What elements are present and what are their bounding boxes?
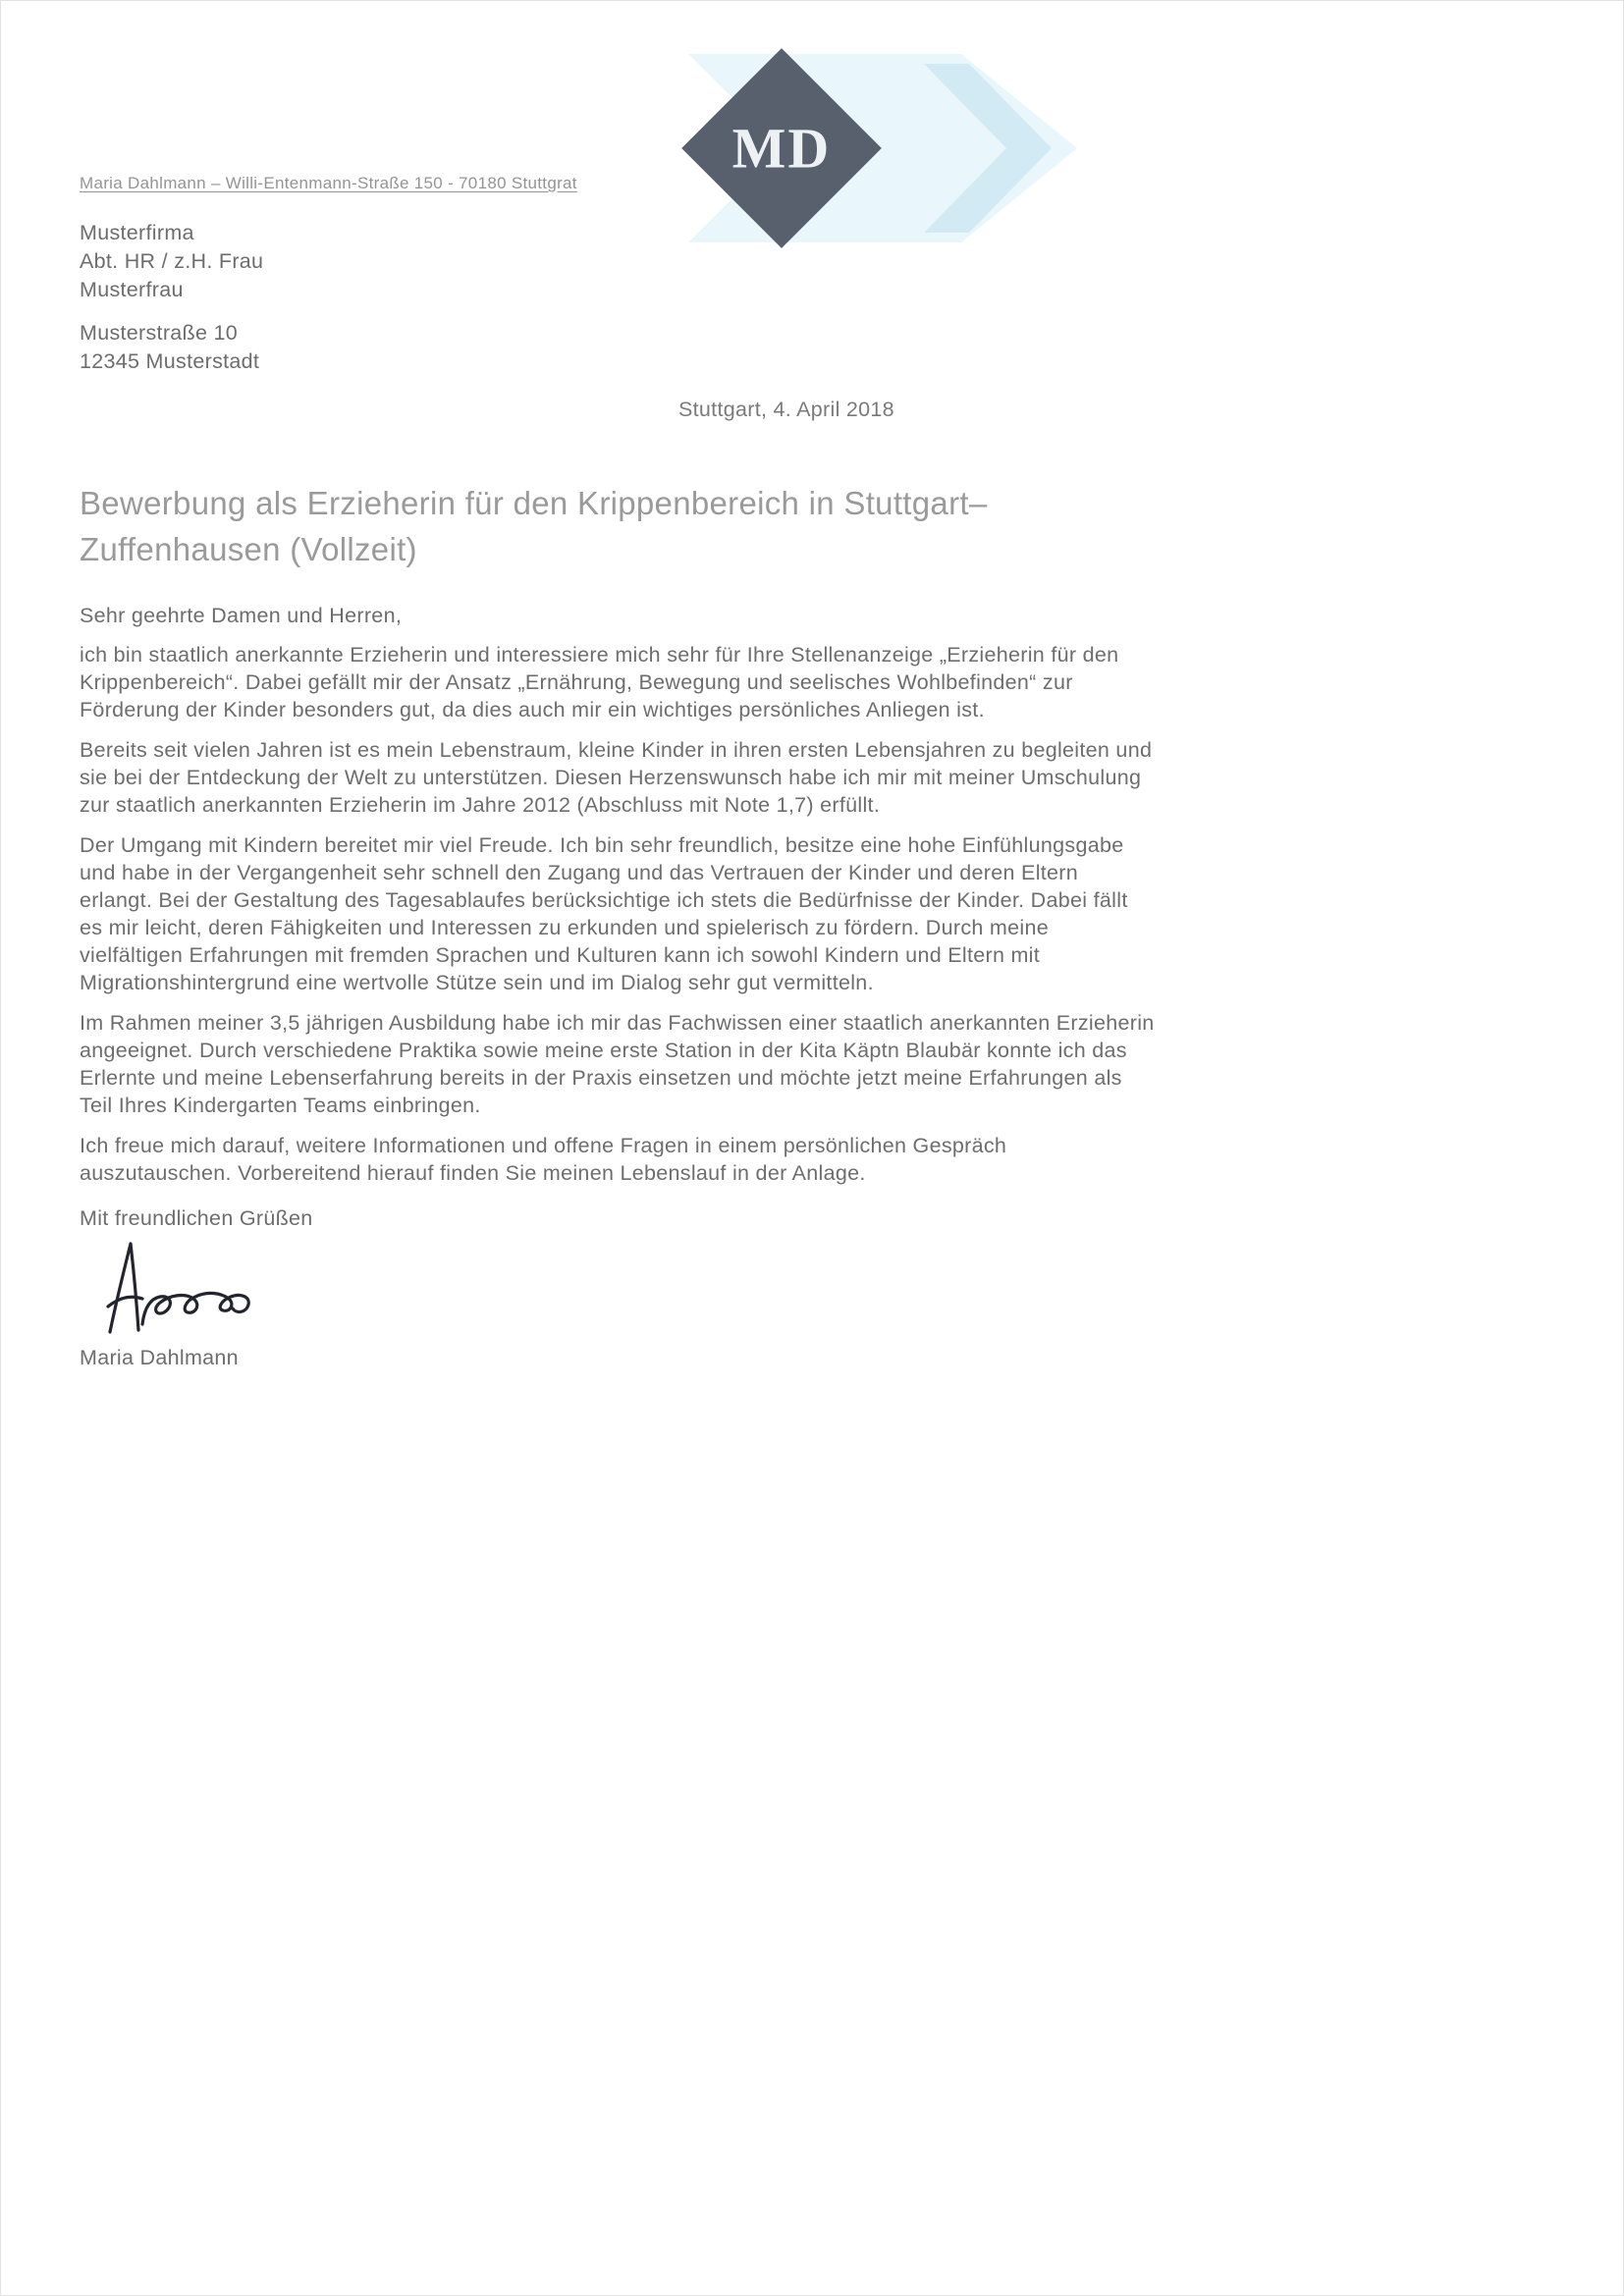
recipient-department: Abt. HR / z.H. Frau — [80, 249, 264, 273]
signature-graphic — [97, 1238, 264, 1338]
company-logo — [629, 38, 1091, 258]
recipient-company: Musterfirma — [80, 221, 194, 244]
signature-image — [97, 1238, 1155, 1338]
closing-phrase: Mit freundlichen Grüßen — [80, 1206, 313, 1230]
logo-graphic — [629, 38, 1091, 258]
body-paragraph-5: Ich freue mich darauf, weitere Informationen und offene Fragen in einem persönlichen Gespräch auszutauschen. Vorbereitend hierauf finden Sie meinen Lebenslauf in der Anlage. — [80, 1134, 1007, 1185]
recipient-address — [80, 219, 263, 376]
salutation: Sehr geehrte Damen und Herren, — [80, 604, 403, 627]
date-line: Stuttgart, 4. April 2018 — [678, 398, 894, 421]
body-paragraph-4: Im Rahmen meiner 3,5 jährigen Ausbildung habe ich mir das Fachwissen einer staatlich anerkannten Erzieherin angeeignet. Durch verschiedene Praktika sowie meine erste Station in der Kita Käptn Blaubär konnte ich das Erlernte und meine Lebenserfahrung bereits in der Praxis einsetzen und möchte jetzt meine Erfahrungen als Teil Ihres Kindergarten Teams einbringen. — [80, 1011, 1155, 1117]
body-paragraph-2: Bereits seit vielen Jahren ist es mein Lebenstraum, kleine Kinder in ihren ersten Lebensjahren zu begleiten und sie bei der Entdeckung der Welt zu unterstützen. Diesen Herzenswunsch habe ich mir mit meiner Umschulung zur staatlich anerkannten Erzieherin im Jahre 2012 (Abschluss mit Note 1,7) erfüllt. — [80, 738, 1153, 817]
signature-stroke — [108, 1244, 248, 1332]
recipient-street: Musterstraße 10 — [80, 321, 239, 345]
sender-address-line: Maria Dahlmann – Willi-Entenmann-Straße 150 - 70180 Stuttgrat — [80, 174, 577, 192]
body-paragraph-3: Der Umgang mit Kindern bereitet mir viel Freude. Ich bin sehr freundlich, besitze eine hohe Einfühlungsgabe und habe in der Vergangenheit sehr schnell den Zugang und das Vertrauen der Kinder und deren Eltern erlangt. Bei der Gestaltung des Tagesablaufes berücksichtige ich stets die Bedürfnisse der Kinder. Dabei fällt es mir leicht, deren Fähigkeiten und Interessen zu erkunden und spielerisch zu fördern. Durch meine vielfältigen Erfahrungen mit fremden Sprachen und Kulturen kann ich sowohl Kindern und Eltern mit Migrationshintergrund eine wertvolle Stütze sein und im Dialog sehr gut vermitteln. — [80, 833, 1128, 994]
recipient-city: 12345 Musterstadt — [80, 349, 260, 373]
recipient-contact: Musterfrau — [80, 278, 184, 301]
subject-heading: Bewerbung als Erzieherin für den Krippenbereich in Stuttgart–Zuffenhausen (Vollzeit) — [80, 485, 988, 567]
letter-body — [80, 602, 1155, 1371]
signer-name: Maria Dahlmann — [80, 1346, 239, 1369]
body-paragraph-1: ich bin staatlich anerkannte Erzieherin und interessiere mich sehr für Ihre Stellenanzeige „Erzieherin für den Krippenbereich“. Dabei gefällt mir der Ansatz „Ernährung, Bewegung und seelisches Wohlbefinden“ zur Förderung der Kinder besonders gut, da dies auch mir ein wichtiges persönliches Anliegen ist. — [80, 643, 1119, 721]
logo-monogram: MD — [731, 116, 832, 181]
